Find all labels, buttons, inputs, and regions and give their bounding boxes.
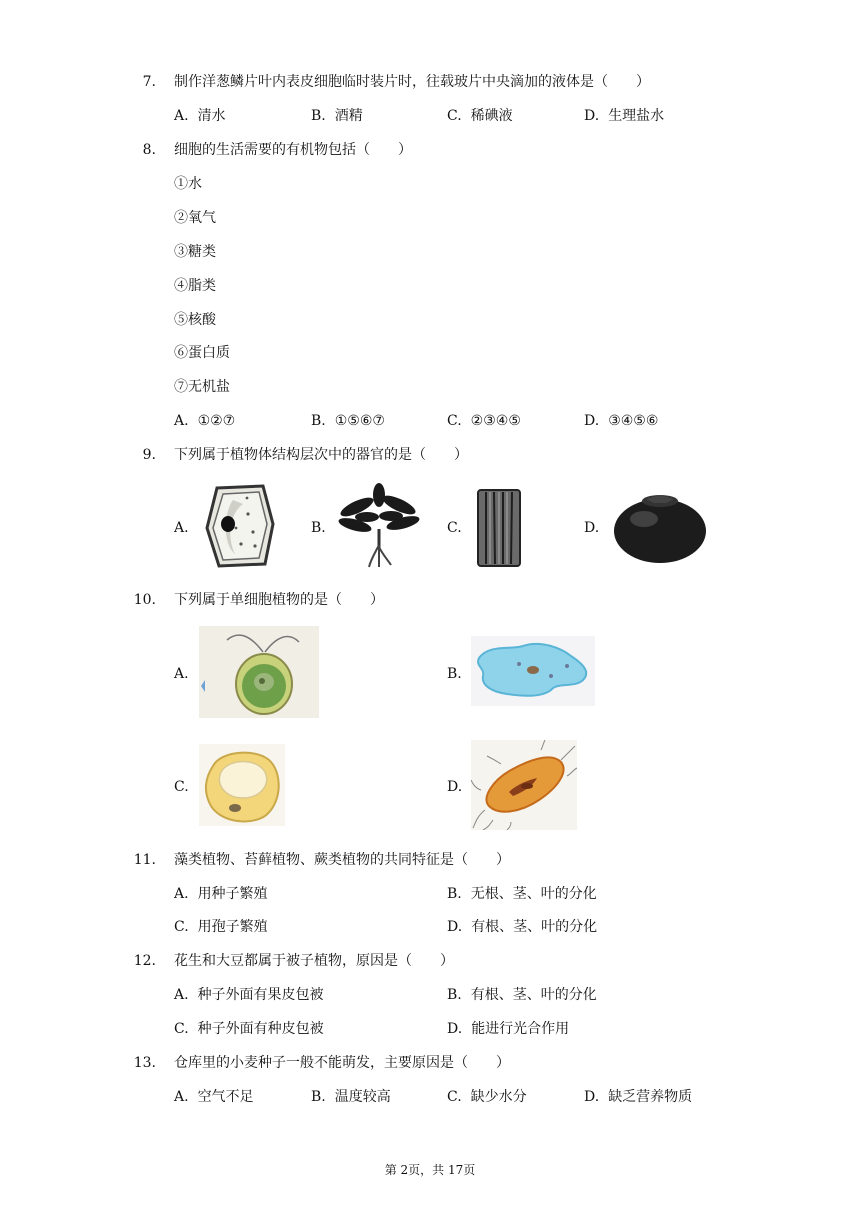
fruit-image[interactable] (610, 491, 710, 565)
option-a[interactable]: A. ①②⑦ (174, 413, 236, 429)
option-d[interactable]: D. ③④⑤⑥ (584, 413, 659, 429)
yeast-image[interactable] (199, 744, 285, 826)
option-b[interactable]: B. 无根、茎、叶的分化 (447, 886, 597, 902)
option-d[interactable]: D. (584, 520, 600, 536)
option-c[interactable]: C. (174, 779, 189, 795)
option-a[interactable]: A. 用种子繁殖 (174, 886, 268, 902)
question-stem: 细胞的生活需要的有机物包括（ ） (174, 142, 412, 158)
tissue-strip-image[interactable] (476, 488, 522, 568)
question-number: 12. (133, 953, 156, 969)
amoeba-image[interactable] (471, 636, 595, 706)
bacterium-image[interactable] (471, 740, 577, 830)
option-d[interactable]: D. 缺乏营养物质 (584, 1089, 693, 1105)
question-stem: 下列属于单细胞植物的是（ ） (174, 592, 384, 608)
option-c[interactable]: C. (447, 520, 462, 536)
option-b[interactable]: B. 温度较高 (311, 1089, 391, 1105)
list-item: ③糖类 (174, 244, 216, 260)
list-item: ④脂类 (174, 278, 216, 294)
option-a[interactable]: A. 空气不足 (174, 1089, 254, 1105)
seedling-plant-image[interactable] (335, 483, 423, 569)
question-number: 11. (133, 852, 156, 868)
question-stem: 仓库里的小麦种子一般不能萌发，主要原因是（ ） (174, 1055, 510, 1071)
question-stem: 藻类植物、苔藓植物、蕨类植物的共同特征是（ ） (174, 852, 510, 868)
option-b[interactable]: B. 有根、茎、叶的分化 (447, 987, 597, 1003)
plant-cell-image[interactable] (203, 484, 277, 568)
chlamydomonas-image[interactable] (199, 626, 319, 718)
option-a[interactable]: A. 清水 (174, 108, 226, 124)
option-b[interactable]: B. 酒精 (311, 108, 363, 124)
option-d[interactable]: D. 有根、茎、叶的分化 (447, 919, 598, 935)
option-b[interactable]: B. (311, 520, 326, 536)
option-a[interactable]: A. (174, 520, 189, 536)
option-c[interactable]: C. 稀碘液 (447, 108, 513, 124)
option-b[interactable]: B. (447, 666, 462, 682)
option-b[interactable]: B. ①⑤⑥⑦ (311, 413, 385, 429)
list-item: ①水 (174, 176, 202, 192)
option-c[interactable]: C. 种子外面有种皮包被 (174, 1021, 324, 1037)
option-a[interactable]: A. (174, 666, 189, 682)
option-c[interactable]: C. 缺少水分 (447, 1089, 527, 1105)
option-d[interactable]: D. 生理盐水 (584, 108, 665, 124)
option-c[interactable]: C. ②③④⑤ (447, 413, 521, 429)
page-footer: 第 2页，共 17页 (384, 1163, 476, 1177)
option-d[interactable]: D. 能进行光合作用 (447, 1021, 570, 1037)
question-number: 9. (142, 447, 156, 463)
question-number: 10. (133, 592, 156, 608)
option-c[interactable]: C. 用孢子繁殖 (174, 919, 268, 935)
list-item: ⑦无机盐 (174, 379, 230, 395)
question-number: 7. (142, 74, 156, 90)
list-item: ⑤核酸 (174, 312, 216, 328)
question-number: 13. (133, 1055, 156, 1071)
question-stem: 花生和大豆都属于被子植物，原因是（ ） (174, 953, 454, 969)
option-a[interactable]: A. 种子外面有果皮包被 (174, 987, 324, 1003)
question-stem: 制作洋葱鳞片叶内表皮细胞临时装片时，往载玻片中央滴加的液体是（ ） (174, 74, 650, 90)
question-number: 8. (142, 142, 156, 158)
question-stem: 下列属于植物体结构层次中的器官的是（ ） (174, 447, 468, 463)
list-item: ②氧气 (174, 210, 216, 226)
option-d[interactable]: D. (447, 779, 463, 795)
list-item: ⑥蛋白质 (174, 345, 230, 361)
